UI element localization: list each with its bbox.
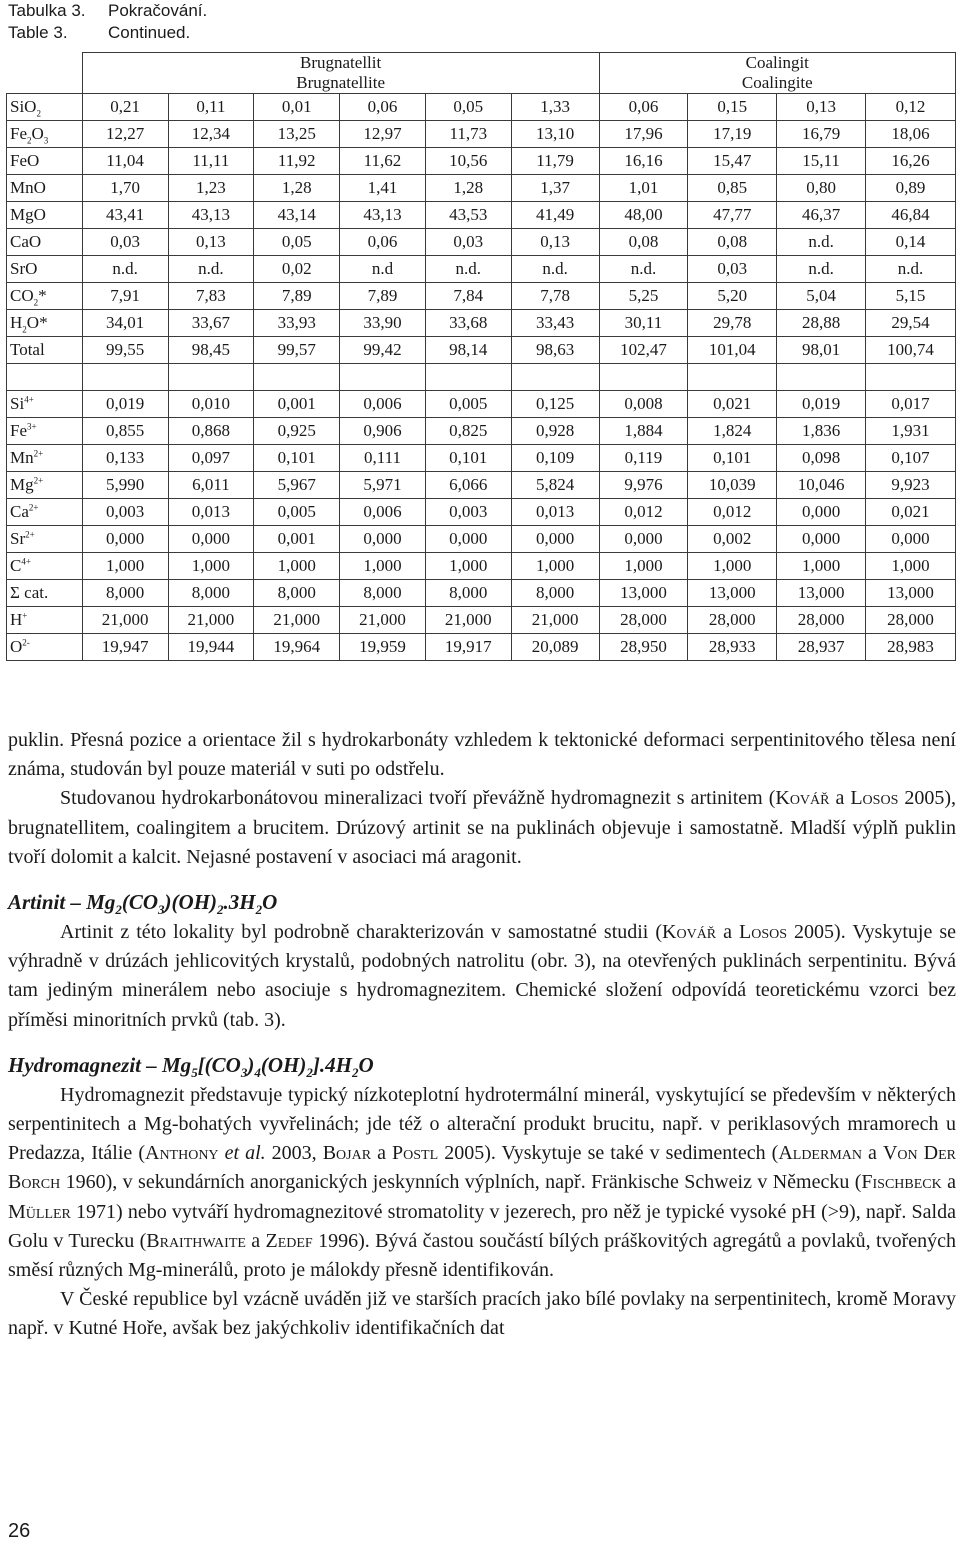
table-cell: 21,000 <box>511 607 599 634</box>
table-cell: 1,41 <box>340 175 426 202</box>
table-cell: 7,91 <box>82 283 168 310</box>
table-cell: 0,000 <box>168 526 254 553</box>
table-cell: 13,10 <box>511 121 599 148</box>
table-cell: 28,950 <box>599 634 688 661</box>
row-label: CaO <box>7 229 83 256</box>
table-cell: 0,000 <box>511 526 599 553</box>
body-text <box>8 726 956 1344</box>
table-spacer-row <box>7 364 956 391</box>
table-cell: 13,000 <box>777 580 866 607</box>
table-cell: 9,976 <box>599 472 688 499</box>
table-cell: 5,20 <box>688 283 777 310</box>
table-cell: 0,01 <box>254 94 340 121</box>
ion-rows <box>7 391 956 661</box>
table-cell: 16,16 <box>599 148 688 175</box>
table-cell: 8,000 <box>168 580 254 607</box>
table-cell: 9,923 <box>866 472 956 499</box>
table-cell: 43,13 <box>340 202 426 229</box>
table-cell: 11,92 <box>254 148 340 175</box>
table-cell: 13,25 <box>254 121 340 148</box>
table-row <box>7 94 956 121</box>
table-cell: 1,000 <box>599 553 688 580</box>
table-cell: 17,96 <box>599 121 688 148</box>
table-cell: 0,019 <box>777 391 866 418</box>
table-cell: 0,008 <box>599 391 688 418</box>
row-label: Σ cat. <box>7 580 83 607</box>
table-cell: 0,05 <box>254 229 340 256</box>
table-cell: 7,83 <box>168 283 254 310</box>
table-cell: 0,012 <box>688 499 777 526</box>
table-cell: 0,003 <box>82 499 168 526</box>
table-cell: 19,917 <box>425 634 511 661</box>
table-cell: 6,066 <box>425 472 511 499</box>
table-cell: 0,006 <box>340 499 426 526</box>
table-cell: 1,23 <box>168 175 254 202</box>
table-cell: 28,937 <box>777 634 866 661</box>
table-cell: 29,54 <box>866 310 956 337</box>
table-row <box>7 175 956 202</box>
table-cell: 0,003 <box>425 499 511 526</box>
row-label: MgO <box>7 202 83 229</box>
page-number: 26 <box>8 1520 31 1542</box>
table-row <box>7 634 956 661</box>
table-cell: 0,05 <box>425 94 511 121</box>
table-cell: 99,42 <box>340 337 426 364</box>
table-cell: n.d. <box>866 256 956 283</box>
table-cell: 0,925 <box>254 418 340 445</box>
table-cell: 8,000 <box>511 580 599 607</box>
table-cell: 15,47 <box>688 148 777 175</box>
table-cell: 0,109 <box>511 445 599 472</box>
table-cell: 1,000 <box>340 553 426 580</box>
table-cell: 28,000 <box>777 607 866 634</box>
table-cell: 29,78 <box>688 310 777 337</box>
caption-cz-label: Tabulka 3. <box>8 1 86 20</box>
table-cell: 11,62 <box>340 148 426 175</box>
row-label: $Mn^{2+}$ <box>7 445 83 472</box>
table-row <box>7 337 956 364</box>
group-brugnatellite-en: Brugnatellite <box>296 73 385 92</box>
table-cell: 0,021 <box>688 391 777 418</box>
table-cell: 0,868 <box>168 418 254 445</box>
table-cell: 0,017 <box>866 391 956 418</box>
table-cell: n.d. <box>425 256 511 283</box>
table-cell: 11,79 <box>511 148 599 175</box>
caption-en-label: Table 3. <box>8 23 68 42</box>
table-cell: 0,825 <box>425 418 511 445</box>
table-cell: 11,73 <box>425 121 511 148</box>
table-cell: 1,33 <box>511 94 599 121</box>
table-cell: 21,000 <box>425 607 511 634</box>
table-row <box>7 283 956 310</box>
row-label: FeO <box>7 148 83 175</box>
oxide-rows <box>7 94 956 364</box>
table-cell: 48,00 <box>599 202 688 229</box>
row-label: $C^{4+}$ <box>7 553 83 580</box>
table-header-row <box>7 53 956 94</box>
table-cell: 0,02 <box>254 256 340 283</box>
table-row <box>7 310 956 337</box>
row-label: Total <box>7 337 83 364</box>
table-cell: 46,84 <box>866 202 956 229</box>
table-cell: 99,55 <box>82 337 168 364</box>
table-cell: 0,013 <box>511 499 599 526</box>
table-cell: 0,101 <box>254 445 340 472</box>
table-row <box>7 418 956 445</box>
table-cell: 98,45 <box>168 337 254 364</box>
table-cell: 1,000 <box>254 553 340 580</box>
table-cell: 33,43 <box>511 310 599 337</box>
table-cell: 1,28 <box>254 175 340 202</box>
table-cell: 28,983 <box>866 634 956 661</box>
table-cell: 0,000 <box>777 499 866 526</box>
table-row <box>7 472 956 499</box>
table-cell: 15,11 <box>777 148 866 175</box>
group-coalingite-header <box>599 53 955 94</box>
table-cell: 0,12 <box>866 94 956 121</box>
table-cell: 0,098 <box>777 445 866 472</box>
table-cell: 1,824 <box>688 418 777 445</box>
table-caption <box>8 0 207 44</box>
table-cell: 8,000 <box>254 580 340 607</box>
table-cell: 1,000 <box>82 553 168 580</box>
row-label: $Ca^{2+}$ <box>7 499 83 526</box>
table-row <box>7 607 956 634</box>
table-cell: 0,13 <box>511 229 599 256</box>
table-cell: 19,964 <box>254 634 340 661</box>
row-label: $O^{2-}$ <box>7 634 83 661</box>
table-cell: 5,971 <box>340 472 426 499</box>
table-cell: 0,111 <box>340 445 426 472</box>
table-cell: 21,000 <box>168 607 254 634</box>
table-cell: 0,006 <box>340 391 426 418</box>
table-cell: 21,000 <box>340 607 426 634</box>
table-cell: 0,21 <box>82 94 168 121</box>
table-cell: 0,005 <box>254 499 340 526</box>
table-cell: 1,000 <box>866 553 956 580</box>
table-cell: n.d. <box>82 256 168 283</box>
row-label: $H_2O*$ <box>7 310 83 337</box>
row-label: H+ <box>7 607 83 634</box>
table-cell: 1,884 <box>599 418 688 445</box>
table-cell: 10,56 <box>425 148 511 175</box>
table-cell: 47,77 <box>688 202 777 229</box>
table-cell: 1,000 <box>168 553 254 580</box>
caption-en-text: Continued. <box>108 23 191 42</box>
analysis-table <box>6 52 956 661</box>
table-cell: 13,000 <box>688 580 777 607</box>
table-cell: 101,04 <box>688 337 777 364</box>
row-label: $Si^{4+}$ <box>7 391 83 418</box>
paragraph-2: Studovanou hydrokarbonátovou mineralizaci tvoří převážně hydromagnezit s artinitem (Kovář a Losos 2005), brugnatellitem, coalingitem a brucitem. Drúzový artinit se na puklinách objevuje i samostatně. Mladší výplň puklin tvoří dolomit a kalcit. Nejasné postavení v asociaci má aragonit. <box>8 787 956 868</box>
table-cell: 6,011 <box>168 472 254 499</box>
table-cell: 0,101 <box>425 445 511 472</box>
paragraph-3: Artinit z této lokality byl podrobně charakterizován v samostatné studii (Kovář a Losos 2005). Vyskytuje se výhradně v drúzách jehlicovitých krystalů, podobných natrolitu (obr. 3), na otevřených puklinách serpentinitu. Bývá tam jediným minerálem nebo asociuje s hydromagnezitem. Chemické složení odpovídá teoretickému vzorci bez příměsi minoritních prvků (tab. 3). <box>8 921 956 1031</box>
table-cell: 13,000 <box>599 580 688 607</box>
table-cell: 10,039 <box>688 472 777 499</box>
table-cell: 1,000 <box>425 553 511 580</box>
table-cell: 11,11 <box>168 148 254 175</box>
row-label: $Fe^{3+}$ <box>7 418 83 445</box>
table-cell: 0,000 <box>866 526 956 553</box>
table-row <box>7 445 956 472</box>
paragraph-4: Hydromagnezit představuje typický nízkoteplotní hydrotermální minerál, vyskytující se především v některých serpentinitech a Mg-bohatých vyvřelinách; jde též o alterační produkt brucitu, např. v periklasových mramorech u Predazza, Itálie (Anthony et al. 2003, Bojar a Postl 2005). Vyskytuje se také v sedimentech (Alderman a Von Der Borch 1960), v sekundárních anorganických jeskynních výplních, např. Fränkische Schweiz v Německu (Fischbeck a Müller 1971) nebo vytváří hydromagnezitové stromatolity v jezerech, pro něž je typické vysoké pH (>9), např. Salda Golu v Turecku (Braithwaite a Zedef 1996). Bývá častou součástí bílých práškovitých agregátů a povlaků, tvořených směsí různých Mg-minerálů, proto je málokdy přesně identifikován. <box>8 1083 957 1282</box>
table-cell: 5,990 <box>82 472 168 499</box>
row-label: $Fe_2O_3$ <box>7 121 83 148</box>
table-cell: 1,37 <box>511 175 599 202</box>
table-cell: 1,70 <box>82 175 168 202</box>
table-cell: 0,89 <box>866 175 956 202</box>
row-label: $CO_2*$ <box>7 283 83 310</box>
table-cell: 34,01 <box>82 310 168 337</box>
table-cell: n.d. <box>777 256 866 283</box>
table-cell: 0,107 <box>866 445 956 472</box>
table-cell: 5,15 <box>866 283 956 310</box>
table-cell: n.d. <box>168 256 254 283</box>
row-label: MnO <box>7 175 83 202</box>
table-cell: 0,11 <box>168 94 254 121</box>
table-cell: n.d. <box>599 256 688 283</box>
group-coalingite-cz: Coalingit <box>745 53 809 72</box>
table-cell: 0,001 <box>254 391 340 418</box>
table-cell: 7,89 <box>254 283 340 310</box>
author-losos: Losos <box>850 787 899 810</box>
table-cell: 0,133 <box>82 445 168 472</box>
table-cell: n.d. <box>511 256 599 283</box>
table-row <box>7 121 956 148</box>
table-cell: 0,000 <box>82 526 168 553</box>
table-cell: 1,000 <box>511 553 599 580</box>
table-cell: 19,947 <box>82 634 168 661</box>
group-coalingite-en: Coalingite <box>741 73 813 92</box>
row-label: $Sr^{2+}$ <box>7 526 83 553</box>
table-cell: 13,000 <box>866 580 956 607</box>
table-cell: 0,000 <box>777 526 866 553</box>
table-row <box>7 256 956 283</box>
table-cell: 33,90 <box>340 310 426 337</box>
row-label: SrO <box>7 256 83 283</box>
table-cell: 0,000 <box>340 526 426 553</box>
table-cell: 33,67 <box>168 310 254 337</box>
table-cell: 0,005 <box>425 391 511 418</box>
table-cell: 0,019 <box>82 391 168 418</box>
table-cell: 8,000 <box>340 580 426 607</box>
table-cell: n.d. <box>777 229 866 256</box>
table-cell: 1,28 <box>425 175 511 202</box>
table-cell: 0,928 <box>511 418 599 445</box>
group-brugnatellite-header <box>82 53 599 94</box>
table-cell: 16,79 <box>777 121 866 148</box>
table-cell: n.d <box>340 256 426 283</box>
heading-hydromagnezit: Hydromagnezit – $Mg_5[(CO_3)_4(OH)_2].4H_2O$ <box>8 1052 374 1081</box>
table-cell: 5,824 <box>511 472 599 499</box>
table-cell: 43,53 <box>425 202 511 229</box>
table-cell: 17,19 <box>688 121 777 148</box>
table-cell: 0,013 <box>168 499 254 526</box>
table-cell: 0,06 <box>599 94 688 121</box>
table-cell: 0,855 <box>82 418 168 445</box>
table-cell: 33,68 <box>425 310 511 337</box>
table-cell: 18,06 <box>866 121 956 148</box>
table-cell: 43,13 <box>168 202 254 229</box>
table-cell: 0,101 <box>688 445 777 472</box>
table-cell: 28,000 <box>866 607 956 634</box>
table-row <box>7 148 956 175</box>
table-cell: 102,47 <box>599 337 688 364</box>
table-cell: 1,000 <box>688 553 777 580</box>
table-cell: 12,34 <box>168 121 254 148</box>
table-cell: 8,000 <box>425 580 511 607</box>
row-label: $Mg^{2+}$ <box>7 472 83 499</box>
table-cell: 0,03 <box>688 256 777 283</box>
table-row <box>7 229 956 256</box>
table-cell: 98,63 <box>511 337 599 364</box>
table-cell: 43,41 <box>82 202 168 229</box>
table-cell: 1,01 <box>599 175 688 202</box>
table-cell: 1,836 <box>777 418 866 445</box>
table-cell: 7,89 <box>340 283 426 310</box>
table-cell: 0,000 <box>599 526 688 553</box>
heading-artinit: Artinit – $Mg_2(CO_3)(OH)_2.3H_2O$ <box>8 890 278 918</box>
table-cell: 16,26 <box>866 148 956 175</box>
table-cell: 0,001 <box>254 526 340 553</box>
table-cell: 8,000 <box>82 580 168 607</box>
author-kovar: Kovář <box>775 787 830 810</box>
table-cell: 0,012 <box>599 499 688 526</box>
caption-cz-text: Pokračování. <box>108 1 208 20</box>
table-cell: 41,49 <box>511 202 599 229</box>
table-row <box>7 499 956 526</box>
table-cell: 0,13 <box>777 94 866 121</box>
paragraph-1: puklin. Přesná pozice a orientace žil s hydrokarbonáty vzhledem k tektonické deformaci serpentinitového tělesa není známa, studován byl pouze materiál v suti po odstřelu. <box>8 729 956 781</box>
table-cell: 28,000 <box>599 607 688 634</box>
paragraph-5: V České republice byl vzácně uváděn již ve starších pracích jako bílé povlaky na serpentinitech, kromě Moravy např. v Kutné Hoře, avšak bez jakýchkoliv identifikačních dat <box>8 1288 956 1340</box>
table-cell: 12,27 <box>82 121 168 148</box>
table-cell: 0,010 <box>168 391 254 418</box>
table-cell: 0,15 <box>688 94 777 121</box>
table-cell: 100,74 <box>866 337 956 364</box>
table-cell: 0,13 <box>168 229 254 256</box>
table-cell: 0,06 <box>340 94 426 121</box>
table-cell: 21,000 <box>82 607 168 634</box>
table-cell: 0,125 <box>511 391 599 418</box>
table-cell: 98,14 <box>425 337 511 364</box>
table-cell: 28,933 <box>688 634 777 661</box>
table-cell: 1,000 <box>777 553 866 580</box>
table-cell: 7,78 <box>511 283 599 310</box>
table-row <box>7 202 956 229</box>
table-cell: 11,04 <box>82 148 168 175</box>
table-cell: 0,85 <box>688 175 777 202</box>
table-cell: 19,944 <box>168 634 254 661</box>
table-cell: 5,25 <box>599 283 688 310</box>
table-cell: 20,089 <box>511 634 599 661</box>
table-cell: 0,80 <box>777 175 866 202</box>
table-cell: 98,01 <box>777 337 866 364</box>
table-cell: 0,03 <box>425 229 511 256</box>
row-label: SiO$_2$ <box>7 94 83 121</box>
table-cell: 46,37 <box>777 202 866 229</box>
table-cell: 0,119 <box>599 445 688 472</box>
table-cell: 7,84 <box>425 283 511 310</box>
table-cell: 21,000 <box>254 607 340 634</box>
table-cell: 28,88 <box>777 310 866 337</box>
table-row <box>7 526 956 553</box>
table-cell: 0,06 <box>340 229 426 256</box>
table-row <box>7 580 956 607</box>
table-cell: 43,14 <box>254 202 340 229</box>
table-row <box>7 391 956 418</box>
table-cell: 33,93 <box>254 310 340 337</box>
table-cell: 28,000 <box>688 607 777 634</box>
table-cell: 0,03 <box>82 229 168 256</box>
table-cell: 99,57 <box>254 337 340 364</box>
table-cell: 1,931 <box>866 418 956 445</box>
table-cell: 0,097 <box>168 445 254 472</box>
table-cell: 0,08 <box>599 229 688 256</box>
table-cell: 0,002 <box>688 526 777 553</box>
table-cell: 0,08 <box>688 229 777 256</box>
table-cell: 19,959 <box>340 634 426 661</box>
table-cell: 5,04 <box>777 283 866 310</box>
table-row <box>7 553 956 580</box>
table-cell: 5,967 <box>254 472 340 499</box>
table-cell: 0,14 <box>866 229 956 256</box>
table-cell: 30,11 <box>599 310 688 337</box>
table-cell: 0,906 <box>340 418 426 445</box>
table-cell: 0,000 <box>425 526 511 553</box>
table-cell: 10,046 <box>777 472 866 499</box>
group-brugnatellite-cz: Brugnatellit <box>300 53 382 72</box>
table-cell: 0,021 <box>866 499 956 526</box>
table-cell: 12,97 <box>340 121 426 148</box>
